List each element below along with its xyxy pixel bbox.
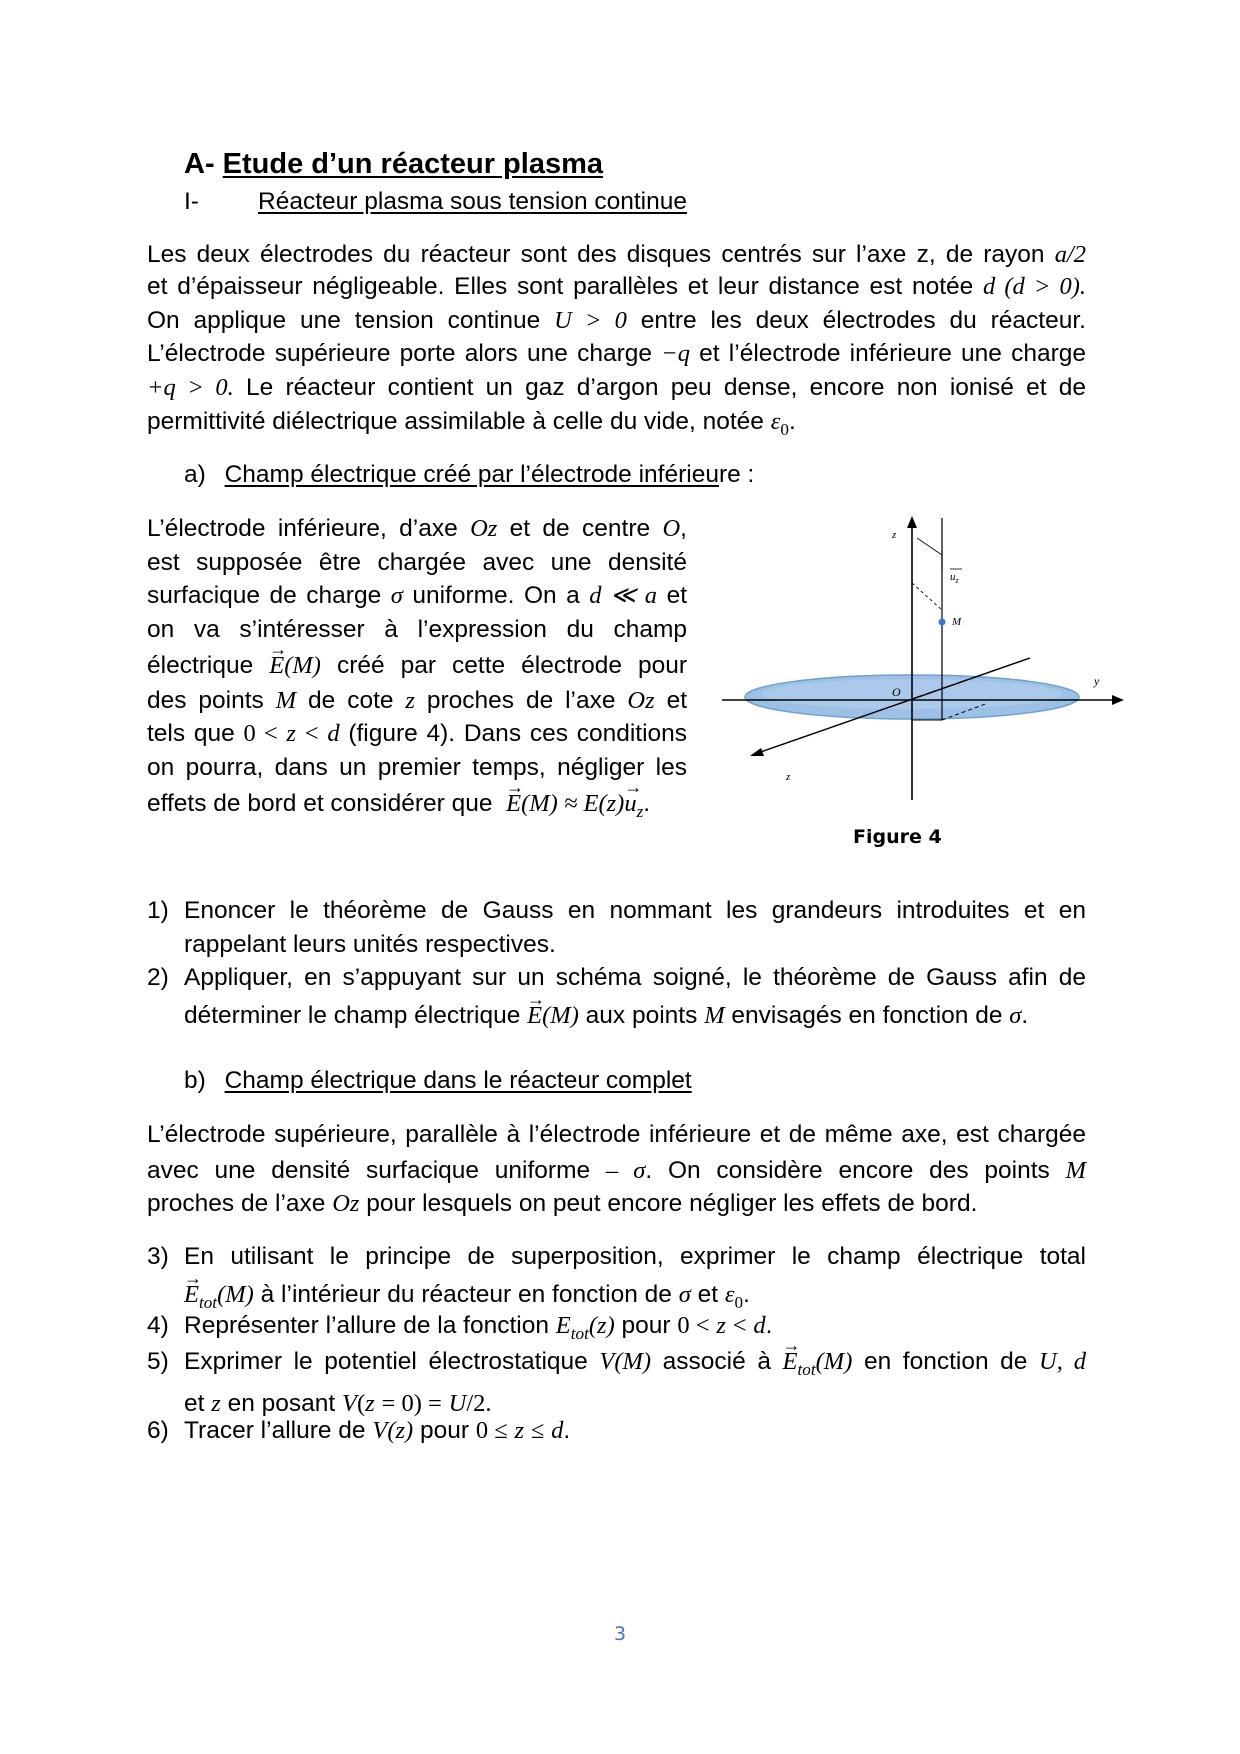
- question-item: 1) Enoncer le théorème de Gauss en nommant les grandeurs introduites et en rappelant leurs unités respectives.: [147, 897, 1086, 958]
- z-axis-arrow: [907, 516, 917, 528]
- label-x-bottom: z: [786, 771, 791, 783]
- question-item: 5) Exprimer le potentiel électrostatique V(M) associé à → $E_{tot}(M)$ en fonction de U, d et z en posant V(z = 0) = U/2.: [147, 1345, 1086, 1415]
- para-a-line: on va s’intéresser à l’expression du champ: [147, 616, 687, 643]
- subheading: [184, 186, 688, 218]
- intro-line: On applique une tension continue U > 0 entre les deux électrodes du réacteur.: [147, 307, 1086, 334]
- label-uz: $u_z$: [950, 571, 959, 585]
- intro-line: permittivité diélectrique assimilable à celle du vide, notée $\varepsilon_0$.: [147, 408, 796, 439]
- point-M: [939, 619, 946, 626]
- y-axis-arrow: [1112, 695, 1124, 705]
- para-a-line: effets de bord et considérer que → $E(M) \approx E(z)\to u_z$.: [147, 787, 687, 829]
- para-a-line: des points M de cote z proches de l’axe Oz et: [147, 687, 687, 714]
- para-a-line: on pourra, dans un premier temps, négliger les: [147, 754, 687, 781]
- para-b-line: proches de l’axe Oz pour lesquels on peut encore négliger les effets de bord.: [147, 1190, 978, 1217]
- para-a-line: surfacique de charge σ uniforme. On a d ≪ a et: [147, 582, 687, 609]
- subsection-a-title: a) Champ électrique créé par l’électrode inférieure :: [184, 461, 755, 488]
- intro-line: Les deux électrodes du réacteur sont des disques centrés sur l’axe z, de rayon a/2: [147, 241, 1086, 268]
- figure-caption: Figure 4: [853, 826, 942, 848]
- subheading-title: Réacteur plasma sous tension continue: [258, 188, 688, 215]
- para-a-line: L’électrode inférieure, d’axe Oz et de centre O,: [147, 515, 687, 542]
- subheading-number: I-: [184, 188, 199, 215]
- para-a-line: est supposée être chargée avec une densité: [147, 549, 687, 576]
- para-a-line: tels que 0 < z < d (figure 4). Dans ces conditions: [147, 720, 688, 747]
- m-link-line: [917, 538, 942, 555]
- subsection-b-title: b) Champ électrique dans le réacteur complet: [184, 1067, 692, 1094]
- intro-line: et d’épaisseur négligeable. Elles sont parallèles et leur distance est notée d (d > 0).: [147, 273, 1086, 300]
- label-O: O: [892, 685, 901, 699]
- intro-line: +q > 0. Le réacteur contient un gaz d’argon peu dense, encore non ionisé et de: [147, 374, 1086, 401]
- label-z-top: z: [892, 529, 897, 541]
- oblique-axis-arrow: [750, 748, 764, 756]
- label-y: y: [1094, 674, 1100, 688]
- label-M: M: [952, 616, 962, 628]
- heading-title: Etude d’un réacteur plasma: [222, 148, 603, 180]
- heading-prefix: A-: [184, 148, 215, 180]
- page-number: 3: [613, 1623, 627, 1645]
- intro-line: L’électrode supérieure porte alors une charge −q et l’électrode inférieure une charge: [147, 340, 1086, 367]
- figure-4-diagram: [712, 510, 1132, 850]
- para-b-line: avec une densité surfacique uniforme – σ. On considère encore des points M: [147, 1157, 1087, 1184]
- m-diagonal-dashed: [912, 583, 942, 610]
- section-heading: [184, 146, 603, 182]
- question-item: 2) Appliquer, en s’appuyant sur un schéma soigné, le théorème de Gauss afin de déterminer le champ électrique → E(M) aux points M envisagés en fonction de σ.: [147, 961, 1086, 1031]
- para-a-line: électrique → E(M) créé par cette électrode pour: [147, 649, 687, 683]
- para-b-line: L’électrode supérieure, parallèle à l’électrode inférieure et de même axe, est chargée: [147, 1121, 1086, 1148]
- question-item: 3) En utilisant le principe de superposition, exprimer le champ électrique total → $E_{tot}(M)$ à l’intérieur du réacteur en fonction de σ et $\varepsilon_0$.: [147, 1240, 1086, 1312]
